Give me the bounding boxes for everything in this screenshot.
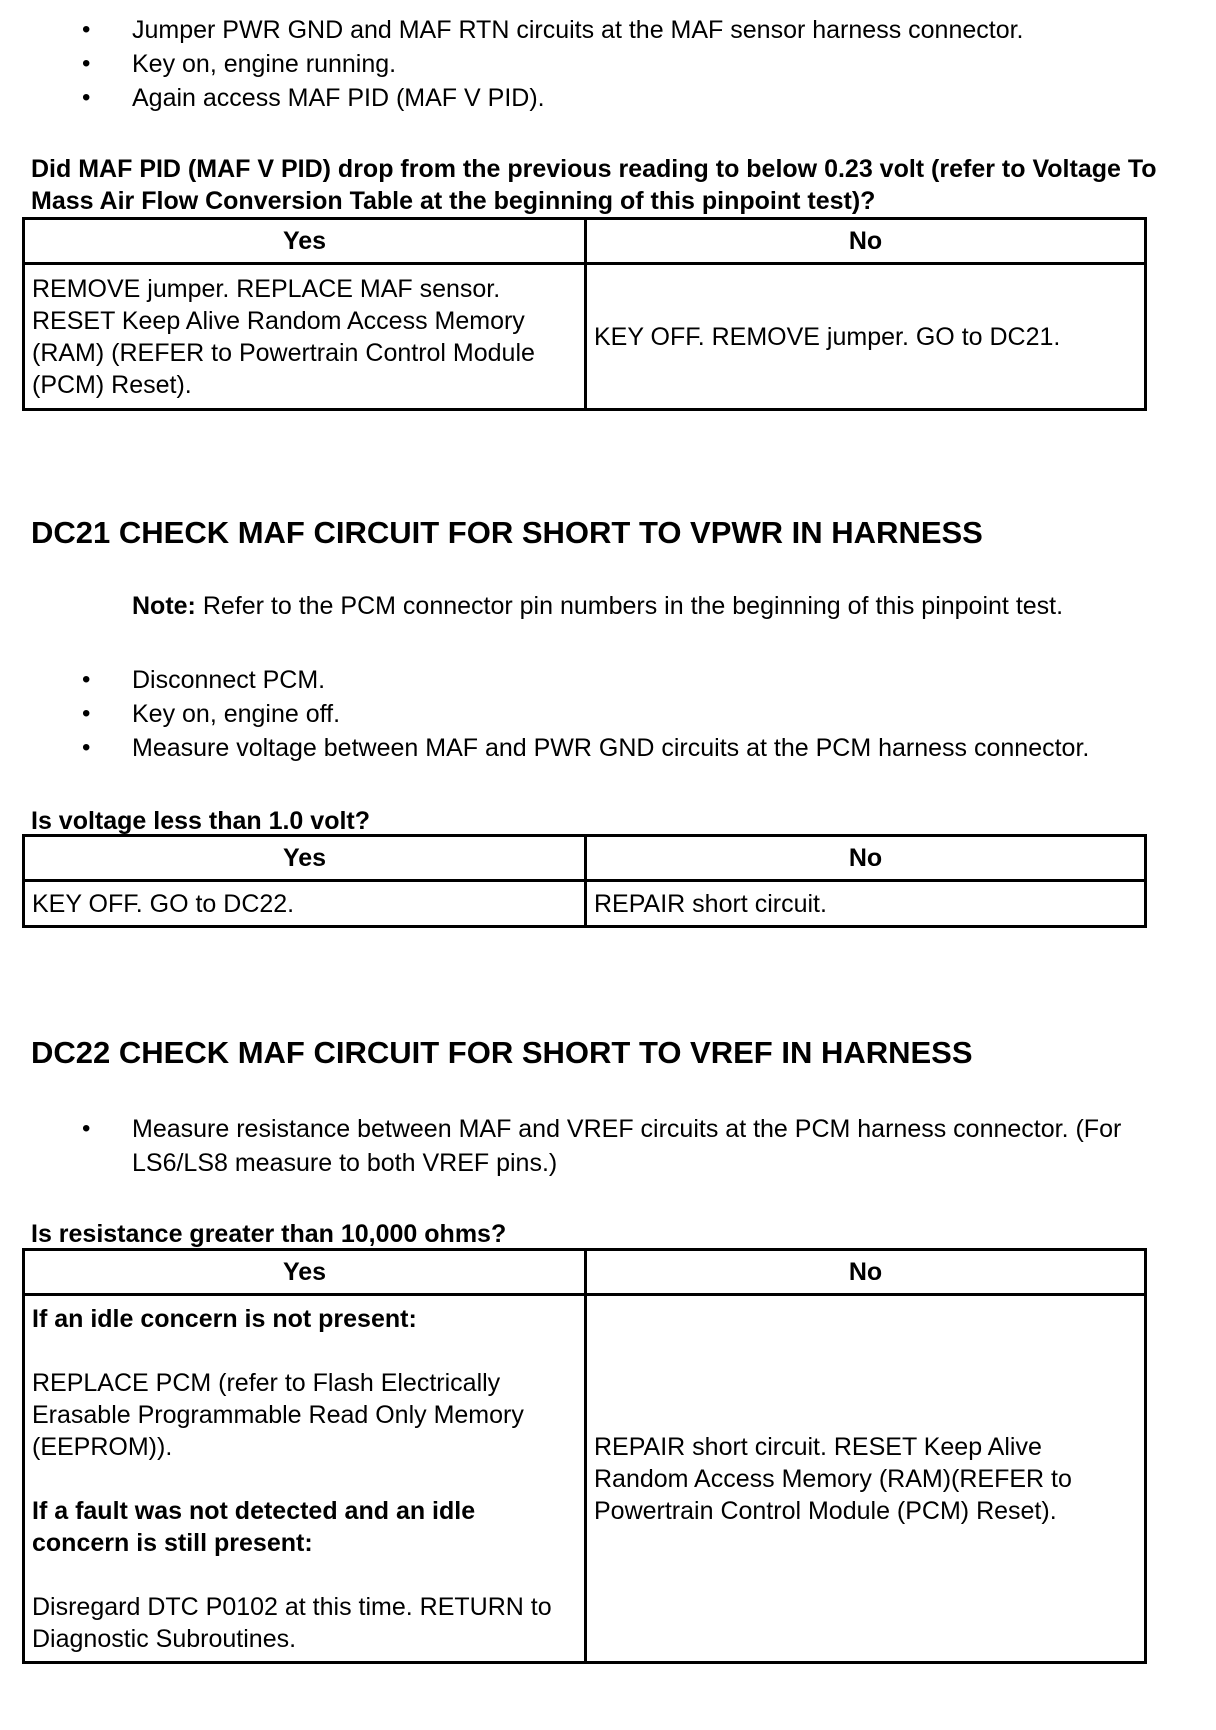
list-item: • Disconnect PCM. — [20, 663, 1216, 697]
note-text: Refer to the PCM connector pin numbers in the beginning of this pinpoint test. — [195, 592, 1064, 620]
yes-text-replace-pcm: REPLACE PCM (refer to Flash Electrically Erasable Programmable Read Only Memory (EEPROM)). — [32, 1368, 524, 1461]
question-voltage-less: Is voltage less than 1.0 volt? — [31, 807, 371, 835]
section-title-dc22: DC22 CHECK MAF CIRCUIT FOR SHORT TO VREF IN HARNESS — [31, 1035, 973, 1070]
list-item: • Measure resistance between MAF and VREF circuits at the PCM harness connector. (For LS6/LS8 measure to both VREF pins.) — [20, 1112, 1216, 1180]
decision-table-dc21 — [22, 834, 1147, 928]
yes-header: Yes — [24, 836, 586, 881]
list-item: • Key on, engine running. — [20, 47, 1200, 81]
section-title-dc21: DC21 CHECK MAF CIRCUIT FOR SHORT TO VPWR IN HARNESS — [31, 515, 983, 550]
no-cell: REPAIR short circuit. — [586, 881, 1146, 927]
yes-heading-idle-concern-present: If a fault was not detected and an idle concern is still present: — [32, 1496, 476, 1557]
decision-table-dc22 — [22, 1248, 1147, 1664]
no-cell: KEY OFF. REMOVE jumper. GO to DC21. — [586, 264, 1146, 410]
list-item: • Again access MAF PID (MAF V PID). — [20, 81, 1200, 115]
yes-header: Yes — [24, 219, 586, 264]
note-label: Note: — [132, 592, 196, 620]
no-cell: REPAIR short circuit. RESET Keep Alive Random Access Memory (RAM)(REFER to Powertrain Control Module (PCM) Reset). — [586, 1295, 1146, 1663]
intro-bullet-list — [20, 13, 1200, 115]
yes-header: Yes — [24, 1250, 586, 1295]
decision-table-maf-pid — [22, 217, 1147, 411]
list-item: • Measure voltage between MAF and PWR GND circuits at the PCM harness connector. — [20, 731, 1216, 765]
dc21-bullet-list — [20, 663, 1216, 765]
yes-cell — [24, 1295, 586, 1663]
yes-heading-no-idle-concern: If an idle concern is not present: — [32, 1304, 417, 1333]
yes-cell: KEY OFF. GO to DC22. — [24, 881, 586, 927]
list-item: • Key on, engine off. — [20, 697, 1216, 731]
dc22-bullet-list — [20, 1112, 1216, 1180]
note-dc21 — [132, 590, 1063, 622]
no-header: No — [586, 1250, 1146, 1295]
no-header: No — [586, 219, 1146, 264]
yes-text-disregard-dtc: Disregard DTC P0102 at this time. RETURN to Diagnostic Subroutines. — [32, 1592, 552, 1653]
question-maf-pid-drop: Did MAF PID (MAF V PID) drop from the previous reading to below 0.23 volt (refer to Voltage To Mass Air Flow Conversion Table at the beginning of this pinpoint test)? — [31, 155, 1157, 215]
no-header: No — [586, 836, 1146, 881]
yes-cell: REMOVE jumper. REPLACE MAF sensor. RESET Keep Alive Random Access Memory (RAM) (REFER to Powertrain Control Module (PCM) Reset). — [24, 264, 586, 410]
list-item: • Jumper PWR GND and MAF RTN circuits at the MAF sensor harness connector. — [20, 13, 1200, 47]
question-resistance-greater: Is resistance greater than 10,000 ohms? — [31, 1220, 507, 1248]
